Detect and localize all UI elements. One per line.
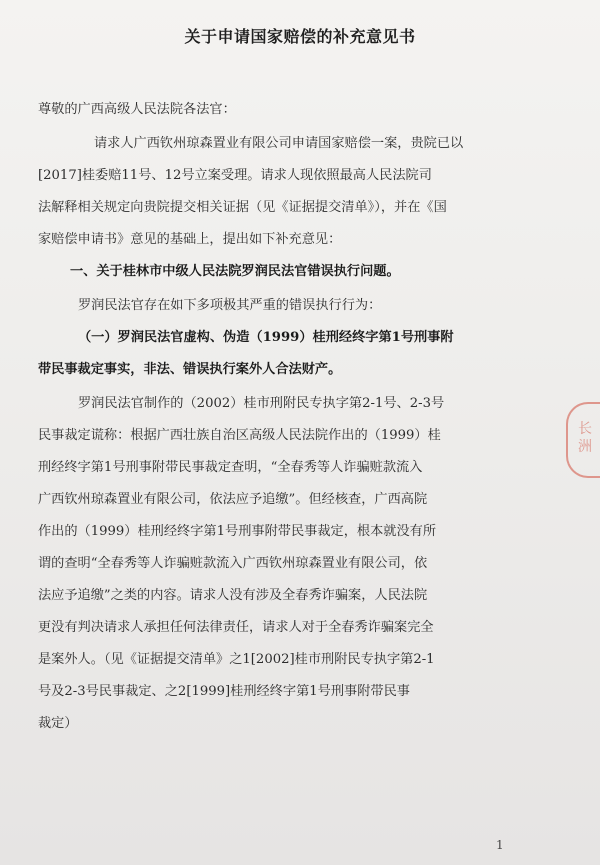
paragraph-line: 法解释相关规定向贵院提交相关证据（见《证据提交清单》），并在《国 bbox=[38, 200, 447, 215]
salutation: 尊敬的广西高级人民法院各法官： bbox=[38, 102, 236, 117]
subsection-heading: （一）罗润民法官虚构、伪造（1999）桂刑经终字第1号刑事附 bbox=[78, 330, 454, 345]
paragraph-line: 罗润民法官制作的（2002）桂市刑附民专执字第2-1号、2-3号 bbox=[78, 396, 445, 411]
paragraph-line: 罗润民法官存在如下多项极其严重的错误执行行为： bbox=[78, 298, 382, 313]
paragraph-line: [2017]桂委赔11号、12号立案受理。请求人现依照最高人民法院司 bbox=[38, 168, 432, 183]
section-heading: 一、关于桂林市中级人民法院罗润民法官错误执行问题。 bbox=[70, 264, 400, 279]
paragraph-line: 请求人广西钦州琼森置业有限公司申请国家赔偿一案，贵院已以 bbox=[94, 136, 464, 151]
paragraph-line: 裁定） bbox=[38, 716, 78, 731]
stamp-text: 长洲 bbox=[578, 421, 592, 455]
subsection-heading-cont: 带民事裁定事实，非法、错误执行案外人合法财产。 bbox=[38, 362, 342, 377]
red-seal-stamp bbox=[566, 402, 600, 478]
paragraph-line: 法应予追缴”之类的内容。请求人没有涉及全春秀诈骗案，人民法院 bbox=[38, 588, 428, 603]
paragraph-line: 更没有判决请求人承担任何法律责任，请求人对于全春秀诈骗案完全 bbox=[38, 620, 434, 635]
paragraph-line: 号及2-3号民事裁定、之2[1999]桂刑经终字第1号刑事附带民事 bbox=[38, 684, 410, 699]
paragraph-line: 广西钦州琼森置业有限公司，依法应予追缴”。但经核查，广西高院 bbox=[38, 492, 428, 507]
paragraph-line: 是案外人。（见《证据提交清单》之1[2002]桂市刑附民专执字第2-1 bbox=[38, 652, 435, 667]
paragraph-line: 民事裁定谎称：根据广西壮族自治区高级人民法院作出的（1999）桂 bbox=[38, 428, 441, 443]
document-title: 关于申请国家赔偿的补充意见书 bbox=[184, 27, 416, 46]
paragraph-line: 家赔偿申请书》意见的基础上，提出如下补充意见： bbox=[38, 232, 342, 247]
paragraph-line: 刑经终字第1号刑事附带民事裁定查明，“全春秀等人诈骗赃款流入 bbox=[38, 460, 423, 475]
paragraph-line: 谓的查明“全春秀等人诈骗赃款流入广西钦州琼森置业有限公司，依 bbox=[38, 556, 428, 571]
paragraph-line: 作出的（1999）桂刑经终字第1号刑事附带民事裁定，根本就没有所 bbox=[38, 524, 437, 539]
page-number: 1 bbox=[496, 838, 504, 852]
